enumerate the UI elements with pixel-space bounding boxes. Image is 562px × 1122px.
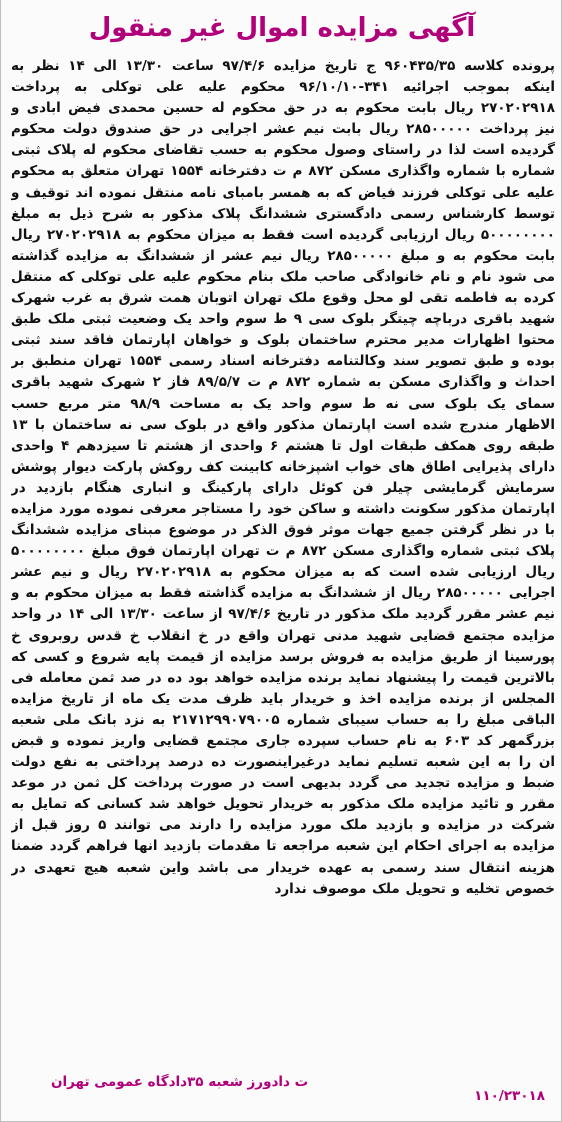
reference-number: ۱۱۰/۲۳۰۱۸ <box>474 1088 545 1104</box>
notice-title: آگهی مزایده اموال غیر منقول <box>88 13 476 43</box>
notice-body: پرونده کلاسه ۹۶۰۴۳۵/۳۵ ج تاریخ مزایده ۹۷/۴/۶ ساعت ۱۳/۳۰ الی ۱۴ نظر به اینکه بموجب اجرائیه ۳۴۱-۹۶/۱۰/۱۰ محکوم علیه علی توکلی به پرداخت ۲۷۰۲۰۲۹۱۸ ریال بابت محکوم به در حق محکوم له حسین محمدی فیض ابادی و نیز پرداخت ۲۸۵۰۰۰۰۰ ریال بابت نیم عشر اجرایی در حق صندوق دولت محکوم گردیده است لذا در راستای وصول محکوم به حسب تقاضای محکوم له پلاک ثبتی شماره با شماره واگذاری مسکن ۸۷۲ م ت دفترخانه ۱۵۵۴ تهران متعلق به محکوم علیه علی توکلی فرزند فیاض که به همسر بامبای نامه منتقل نموده اند توقیف و توسط کارشناس رسمی دادگستری ششدانگ پلاک مذکور به شرح ذیل به مبلغ ۵۰۰۰۰۰۰۰۰ ریال ارزیابی گردیده است فقط به میزان محکوم به ۲۷۰۲۰۲۹۱۸ ریال بابت محکوم به و مبلغ ۲۸۵۰۰۰۰۰ ریال نیم عشر از ششدانگ به مزایده گذاشته می شود نام و نام خانوادگی صاحب ملک بنام محکوم علیه علی توکلی که منتقل کرده به فاطمه تقی لو محل وقوع ملک تهران اتوبان همت شرق به غرب شهرک شهید باقری درباچه چیتگر بلوک سی ۹ ط سوم واحد یک وضعیت ثبتی ملک طبق محتوا اظهارات مدیر محترم ساختمان بلوک و خواهان اپارتمان فاقد سند ثبتی بوده و طبق تصویر سند وکالتنامه دفترخانه اسناد رسمی ۱۵۵۴ تهران منطبق بر احداث و واگذاری مسکن به شماره ۸۷۲ م ت ۸۹/۵/۷ فاز ۲ شهرک شهید باقری سمای یک بلوک سی نه ط سوم واحد یک به مساحت ۹۸/۹ متر مربع حسب الاظهار مندرج شده است اپارتمان مذکور واقع در بلوک سی نه ساختمان با ۱۳ طبقه روی همکف طبقات اول تا هشتم ۶ واحدی از هشتم تا سیزدهم ۴ واحدی دارای پذیرایی اطاق های خواب اشپزخانه کابینت کف روکش پارکت دیوار پوشش سرمایش گرمایشی چیلر فن کوئل دارای پارکینگ و انباری هنگام بازدید در اپارتمان مذکور سکونت داشته و ساکن خود را مستاجر معرفی نموده مورد مزایده با در نظر گرفتن جمیع جهات موثر فوق الذکر در موضوع مبنای مزایده ششدانگ پلاک ثبتی شماره واگذاری مسکن ۸۷۲ م ت تهران اپارتمان فوق مبلغ ۵۰۰۰۰۰۰۰۰ ریال ارزیابی شده است که به میزان محکوم به ۲۷۰۲۰۲۹۱۸ ریال و نیم عشر اجرایی ۲۸۵۰۰۰۰۰ ریال از ششدانگ به مزایده گذاشته فقط به میزان محکوم به و نیم عشر مقرر گردید ملک مذکور در تاریخ ۹۷/۴/۶ از ساعت ۱۳/۳۰ الی ۱۴ در واحد مزایده مجتمع قضایی شهید مدنی تهران واقع در خ انقلاب خ قدس روبروی خ پورسینا از طریق مزایده به فروش برسد مزایده از قیمت پایه شروع و کسی که بالاترین قیمت را پیشنهاد نماید برنده مزایده خواهد بود ده در صد ثمن معامله فی المجلس از برنده مزایده اخذ و خریدار باید ظرف مدت یک ماه از تاریخ مزایده الباقی مبلغ را به حساب سیبای شماره ۲۱۷۱۲۹۹۰۷۹۰۰۵ به نزد بانک ملی شعبه بزرگمهر کد ۶۰۳ به نام حساب سپرده جاری مجتمع قضایی واریز نموده و قبض ان را به این شعبه تسلیم نماید درغیراینصورت ده درصد پرداختی به نفع دولت ضبط و مزایده تجدید می گردد بدیهی است در صورت پرداخت کل ثمن در موعد مقرر و تائید مزایده ملک مذکور به خریدار تحویل خواهد شد کسانی که تمایل به شرکت در مزایده و بازدید ملک مورد مزایده را دارند می توانند ۵ روز قبل از مزایده به اجرای احکام این شعبه مراجعه تا مقدمات بازدید انها فراهم گردد ضمنا هزینه انتقال سند رسمی به عهده خریدار می باشد واین شعبه هیچ تعهدی در خصوص تخلیه و تحویل ملک موصوف ندارد <box>11 58 555 897</box>
title-box <box>88 6 476 50</box>
notice-footer <box>11 1074 551 1114</box>
issuer-signature: ت دادورز شعبه ۳۵دادگاه عمومی تهران <box>51 1074 309 1090</box>
